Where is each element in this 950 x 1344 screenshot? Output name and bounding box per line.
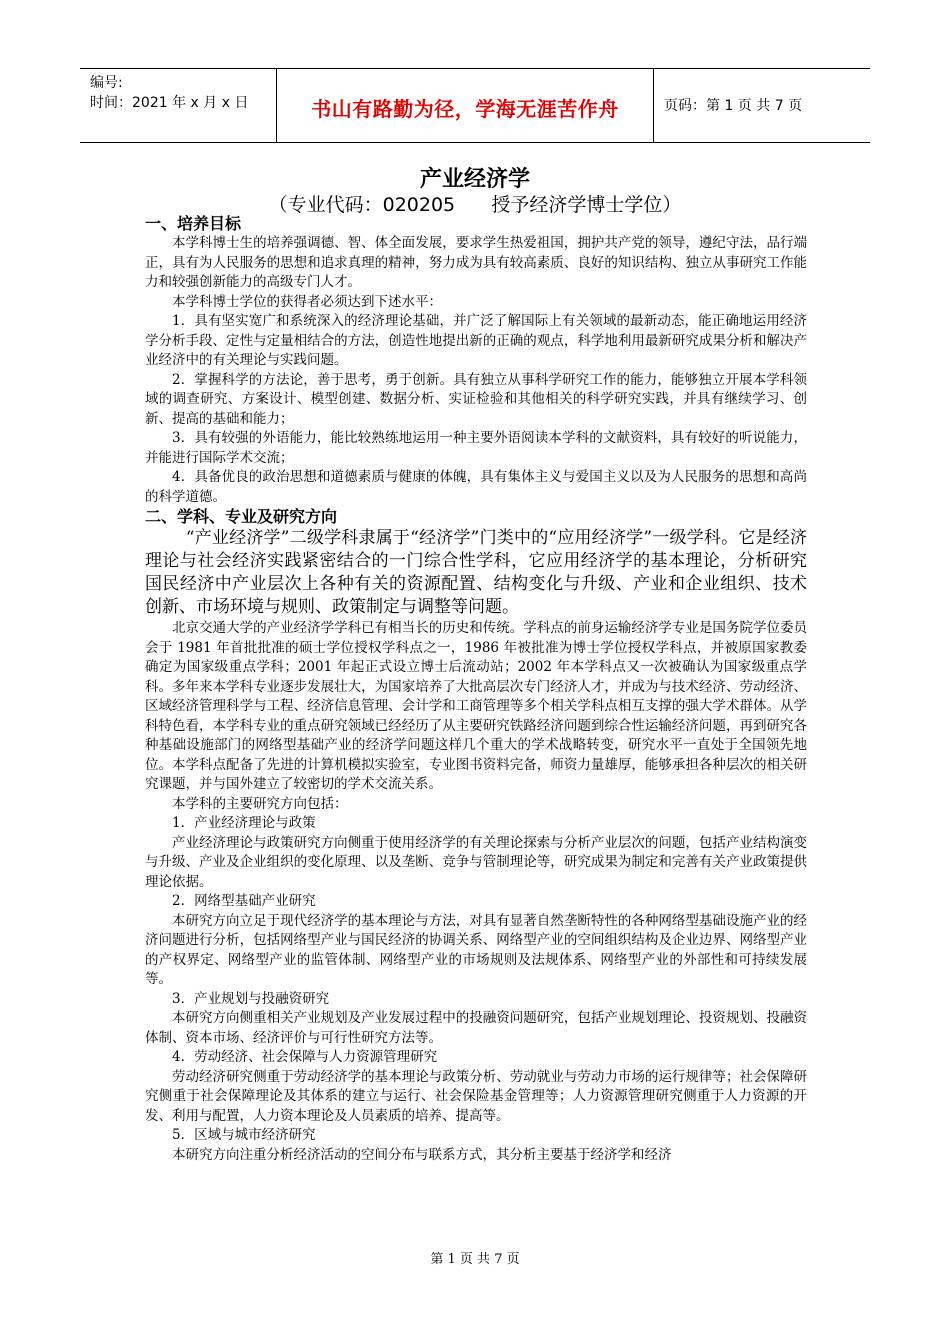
- paragraph: 2．掌握科学的方法论，善于思考，勇于创新。具有独立从事科学研究工作的能力，能够独立开展本学科领域的调查研究、方案设计、模型创建、数据分析、实证检验和其他相关的科学研究实践，并具有继续学习、创新、提高的基础和能力；: [145, 371, 807, 427]
- paragraph: 本研究方向侧重相关产业规划及产业发展过程中的投融资问题研究，包括产业规划理论、投资规划、投融资体制、资本市场、经济评价与可行性研究方法等。: [145, 1010, 807, 1046]
- document-title: 产业经济学: [419, 167, 530, 192]
- paragraph: 本学科的主要研究方向包括：: [172, 795, 348, 812]
- research-direction-title: 3．产业规划与投融资研究: [172, 990, 330, 1007]
- paragraph: 本研究方向注重分析经济活动的空间分布与联系方式，其分析主要基于经济学和经济: [172, 1146, 672, 1163]
- paragraph: 本学科博士生的培养强调德、智、体全面发展，要求学生热爱祖国，拥护共产党的领导，遵纪守法，品行端正，具有为人民服务的思想和追求真理的精神，努力成为具有较高素质、良好的知识结构、独立从事研究工作能力和较强创新能力的高级专门人才。: [145, 235, 807, 290]
- page-header: [80, 68, 870, 143]
- header-middle-cell: [277, 69, 654, 142]
- page-footer: 第 1 页 共 7 页: [430, 1252, 520, 1267]
- paragraph: 北京交通大学的产业经济学学科已有相当长的历史和传统。学科点的前身运输经济学专业是国务院学位委员会于 1981 年首批批准的硕士学位授权学科点之一，1986 年被批准为博士学位授权学科点，并被原国家教委确定为国家级重点学科；2001 年起正式设立博士后流动站；2002 年本学科点又一次被确认为国家级重点学科。多年来本学科专业逐步发展壮大，为国家培养了大批高层次专门经济人才，并成为与技术经济、劳动经济、区域经济管理科学与工程、经济信息管理、会计学和工商管理等多个相关学科点相互支撑的强大学术群体。从学科特色看，本学科专业的重点研究领域已经经历了从主要研究铁路经济问题到综合性运输经济问题，再到研究各种基础设施部门的网络型基础产业的经济学问题这样几个重大的学术战略转变，研究水平一直处于全国领先地位。本学科点配备了先进的计算机模拟实验室，专业图书资料完备，师资力量雄厚，能够承担各种层次的相关研究课题，并与国外建立了较密切的学术交流关系。: [145, 620, 807, 792]
- research-direction-title: 1．产业经济理论与政策: [172, 815, 316, 831]
- header-page-label: 页码：第 1 页 共 7 页: [664, 98, 803, 114]
- research-direction-title: 2．网络型基础产业研究: [172, 893, 316, 909]
- document-body: [145, 214, 807, 1165]
- document-subtitle: （专业代码：020205 授予经济学博士学位）: [268, 194, 682, 216]
- header-left-cell: [80, 69, 277, 142]
- research-direction-title: 4．劳动经济、社会保障与人力资源管理研究: [172, 1049, 438, 1065]
- paragraph: 1．具有坚实宽广和系统深入的经济理论基础，并广泛了解国际上有关领域的最新动态，能正确地运用经济学分析手段、定性与定量相结合的方法，创造性地提出新的正确的观点，科学地利用最新研究成果分析和解决产业经济中的有关理论与实践问题。: [145, 313, 807, 368]
- paragraph: 4．具备优良的政治思想和道德素质与健康的体魄，具有集体主义与爱国主义以及为人民服务的思想和高尚的科学道德。: [145, 469, 807, 505]
- document-time-label: 时间：2021 年 x 月 x 日: [90, 95, 249, 111]
- header-right-cell: [654, 69, 870, 142]
- header-motto: 书山有路勤为径，学海无涯苦作舟: [311, 97, 619, 121]
- section-heading-goals: 一、培养目标: [145, 214, 242, 233]
- paragraph: 3．具有较强的外语能力，能比较熟练地运用一种主要外语阅读本学科的文献资料，具有较好的听说能力，并能进行国际学术交流；: [145, 430, 807, 466]
- paragraph: 本研究方向立足于现代经济学的基本理论与方法，对具有显著自然垄断特性的各种网络型基础设施产业的经济问题进行分析，包括网络型产业与国民经济的协调关系、网络型产业的空间组织结构及企业边界、网络型产业的产权界定、网络型产业的监管体制、网络型产业的市场规则及法规体系、网络型产业的外部性和可持续发展等。: [145, 912, 807, 987]
- lead-paragraph: “产业经济学”二级学科隶属于“经济学”门类中的“应用经济学”一级学科。它是经济理论与社会经济实践紧密结合的一门综合性学科，它应用经济学的基本理论，分析研究国民经济中产业层次上各种有关的资源配置、结构变化与升级、产业和企业组织、技术创新、市场环境与规则、政策制定与调整等问题。: [145, 528, 807, 617]
- research-direction-title: 5．区域与城市经济研究: [172, 1127, 316, 1143]
- paragraph: 劳动经济研究侧重于劳动经济学的基本理论与政策分析、劳动就业与劳动力市场的运行规律等；社会保障研究侧重于社会保障理论及其体系的建立与运行、社会保险基金管理等；人力资源管理研究侧重于人力资源的开发、利用与配置，人力资本理论及人员素质的培养、提高等。: [145, 1068, 807, 1124]
- section-heading-discipline: 二、学科、专业及研究方向: [145, 507, 338, 526]
- document-number-label: 编号:: [90, 75, 123, 91]
- paragraph: 本学科博士学位的获得者必须达到下述水平：: [172, 293, 442, 310]
- paragraph: 产业经济理论与政策研究方向侧重于使用经济学的有关理论探索与分析产业层次的问题，包括产业结构演变与升级、产业及企业组织的变化原理、以及垄断、竞争与管制理论等，研究成果为制定和完善有关产业政策提供理论依据。: [145, 834, 807, 890]
